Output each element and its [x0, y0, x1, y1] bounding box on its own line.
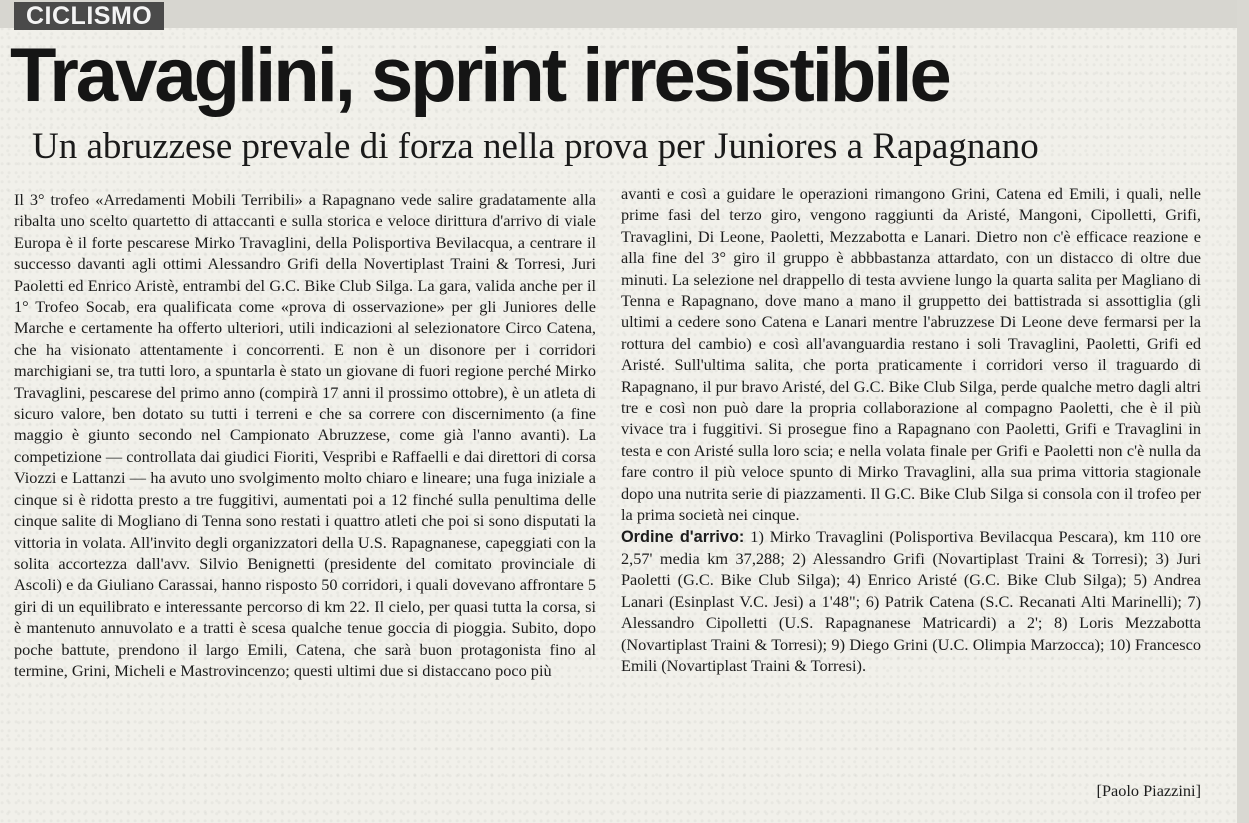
headline: Travaglini, sprint irresistibile: [10, 33, 949, 118]
byline: [Paolo Piazzini]: [1096, 781, 1201, 800]
article-text-right: avanti e così a guidare le operazioni rimangono Grini, Catena ed Emili, i quali, nelle prime fasi del terzo giro, vengono raggiunti da Aristé, Mangoni, Cipolletti, Grifi, Travaglini, Di Leone, Paoletti, Mezzabotta e Lanari. Dietro non c'è efficace reazione e alla fine del 3° giro il gruppo è abbbastanza attardato, con un distacco di oltre due minuti. La selezione nel drappello di testa avviene lungo la quarta salita per Magliano di Tenna e Rapagnano, dove mano a mano il gruppetto dei battistrada si assottiglia (gli ultimi a cedere sono Catena e Lanari mentre l'abruzzese Di Leone deve fermarsi per la rottura del cambio) e così all'avanguardia restano i soli Travaglini, Paoletti, Grifi ed Aristé. Sull'ultima salita, che porta praticamente i corridori verso il traguardo di Rapagnano, il pur bravo Aristé, del G.C. Bike Club Silga, perde qualche metro dagli altri tre e così non può dare la propria collaborazione al compagno Paoletti, che è il più vivace tra i fuggitivi. Si prosegue fino a Rapagnano con Paoletti, Grifi e Travaglini in testa e con Aristé sulla loro scia; e nella volata finale per Grifi e Paoletti non c'è nulla da fare contro il più veloce spunto di Mirko Travaglini, alla sua prima vittoria stagionale dopo una nutrita serie di piazzamenti. Il G.C. Bike Club Silga si consola con il trofeo per la prima società nei cinque.: [621, 184, 1201, 525]
results-label: Ordine d'arrivo:: [621, 527, 745, 546]
results-text: 1) Mirko Travaglini (Polisportiva Bevilacqua Pescara), km 110 ore 2,57' media km 37,288; 2) Alessandro Grifi (Novartiplast Traini & Torresi); 3) Juri Paoletti (G.C. Bike Club Silga); 4) Enrico Aristé (G.C. Bike Club Silga); 5) Andrea Lanari (Esinplast V.C. Jesi) a 1'48"; 6) Patrik Catena (S.C. Recanati Alti Marinelli); 7) Alessandro Cipolletti (U.S. Rapagnanese Matricardi) a 2'; 8) Loris Mezzabotta (Novartiplast Traini & Torresi); 9) Diego Grini (U.C. Olimpia Marzocca); 10) Francesco Emili (Novartiplast Traini & Torresi).: [621, 526, 1201, 675]
subheadline: Un abruzzese prevale di forza nella prova per Juniores a Rapagnano: [32, 126, 1039, 167]
page-edge: [1237, 0, 1249, 823]
article-column-left: [14, 189, 596, 681]
results-paragraph: [621, 526, 1201, 677]
section-label: CICLISMO: [14, 2, 164, 30]
top-band: [0, 0, 1249, 28]
article-text-left: Il 3° trofeo «Arredamenti Mobili Terribili» a Rapagnano vede salire gradatamente alla ribalta uno scelto quartetto di attaccanti e sulla storica e veloce dirittura d'arrivo di viale Europa è il forte pescarese Mirko Travaglini, della Polisportiva Bevilacqua, a centrare il successo davanti agli ottimi Alessandro Grifi della Novertiplast Traini & Torresi, Juri Paoletti ed Enrico Aristè, entrambi del G.C. Bike Club Silga. La gara, valida anche per il 1° Trofeo Socab, era qualificata come «prova di osservazione» per gli Juniores delle Marche e certamente ha offerto ulteriori, utili indicazioni al selezionatore Circo Catena, che ha visionato attentamente i concorrenti. E non è un disonore per i corridori marchigiani se, tra tutti loro, a spuntarla è stato un giovane di fuori regione perché Mirko Travaglini, pescarese del primo anno (compirà 17 anni il prossimo ottobre), è un atleta di sicuro valore, ben dotato su tutti i terreni e che sa correre con discernimento (a fine maggio è giunto secondo nel Campionato Abruzzese, come già l'anno avanti). La competizione — controllata dai giudici Fioriti, Vespribi e Raffaelli e dai direttori di corsa Viozzi e Lattanzi — ha avuto uno svolgimento molto chiaro e lineare; una fuga iniziale a cinque si è ridotta presto a tre fuggitivi, aumentati poi a 12 finché sulla penultima delle cinque salite di Mogliano di Tenna sono restati i quattro atleti che poi si sono disputati la vittoria in volata. All'invito degli organizzatori della U.S. Rapagnanese, capeggiati con la solita accortezza dall'avv. Silvio Benignetti (presidente del comitato provinciale di Ascoli) e da Giuliano Carassai, hanno risposto 50 corridori, i quali dovevano affrontare 5 giri di un equilibrato e interessante percorso di km 22. Il cielo, per quasi tutta la corsa, si è mantenuto annuvolato e a tratti è scesa qualche tenue goccia di pioggia. Subito, dopo poche battute, prendono il largo Emili, Catena, che sarà buon protagonista fino al termine, Grini, Micheli e Mastrovincenzo; questi ultimi due si distaccano poco più: [14, 190, 596, 680]
article-column-right: [621, 183, 1201, 676]
